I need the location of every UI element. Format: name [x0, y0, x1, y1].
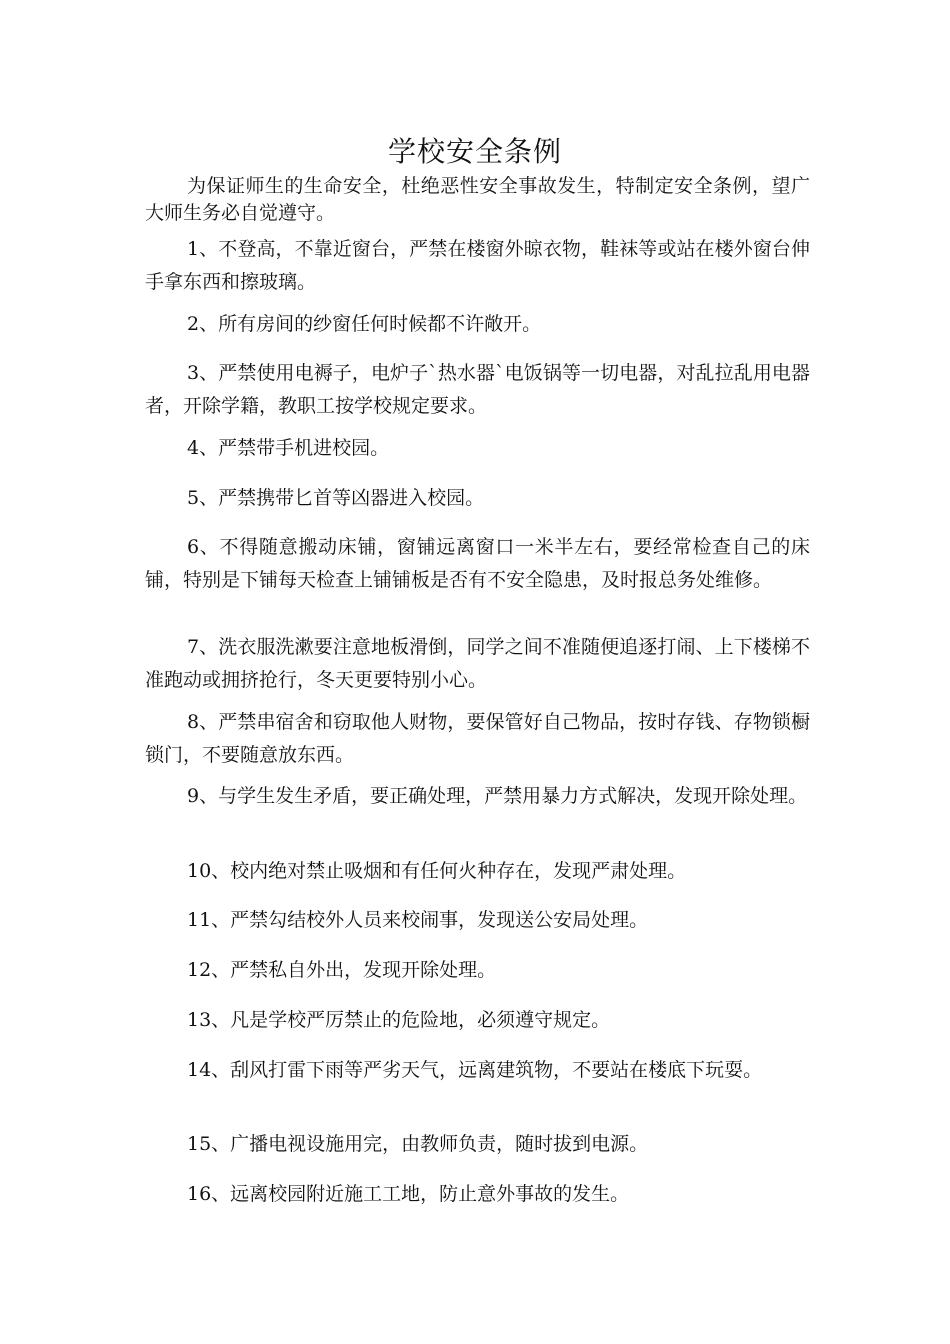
rule-16: 16、远离校园附近施工工地，防止意外事故的发生。: [187, 1183, 630, 1205]
rule-14: 14、刮风打雷下雨等严劣天气，远离建筑物，不要站在楼底下玩耍。: [187, 1059, 763, 1081]
rule-12: 12、严禁私自外出，发现开除处理。: [187, 959, 497, 981]
rule-6: 6、不得随意搬动床铺，窗铺远离窗口一米半左右，要经常检查自己的床铺，特别是下铺每天检查上铺铺板是否有不安全隐患，及时报总务处维修。: [145, 536, 810, 591]
document-title: 学校安全条例: [387, 135, 562, 168]
rule-11: 11、严禁勾结校外人员来校闹事，发现送公安局处理。: [187, 909, 649, 931]
rule-3: 3、严禁使用电褥子，电炉子`热水器`电饭锅等一切电器，对乱拉乱用电器者，开除学籍，教职工按学校规定要求。: [145, 362, 810, 417]
rule-7: 7、洗衣服洗漱要注意地板滑倒，同学之间不准随便追逐打闹、上下楼梯不准跑动或拥挤抢行，冬天更要特别小心。: [145, 636, 810, 691]
rule-10: 10、校内绝对禁止吸烟和有任何火种存在，发现严肃处理。: [187, 860, 687, 882]
rule-9: 9、与学生发生矛盾，要正确处理，严禁用暴力方式解决，发现开除处理。: [187, 785, 808, 807]
rule-4: 4、严禁带手机进校园。: [187, 437, 390, 459]
intro-paragraph: 为保证师生的生命安全，杜绝恶性安全事故发生，特制定安全条例，望广大师生务必自觉遵守。: [145, 175, 810, 224]
rule-15: 15、广播电视设施用完，由教师负责，随时拔到电源。: [187, 1133, 649, 1155]
rule-1: 1、不登高，不靠近窗台，严禁在楼窗外晾衣物，鞋袜等或站在楼外窗台伸手拿东西和擦玻璃。: [145, 238, 810, 293]
rule-13: 13、凡是学校严厉禁止的危险地，必须遵守规定。: [187, 1009, 611, 1031]
rule-5: 5、严禁携带匕首等凶器进入校园。: [187, 487, 485, 509]
rule-2: 2、所有房间的纱窗任何时候都不许敞开。: [187, 313, 542, 335]
rule-8: 8、严禁串宿舍和窃取他人财物，要保管好自己物品，按时存钱、存物锁橱锁门，不要随意放东西。: [145, 711, 810, 766]
